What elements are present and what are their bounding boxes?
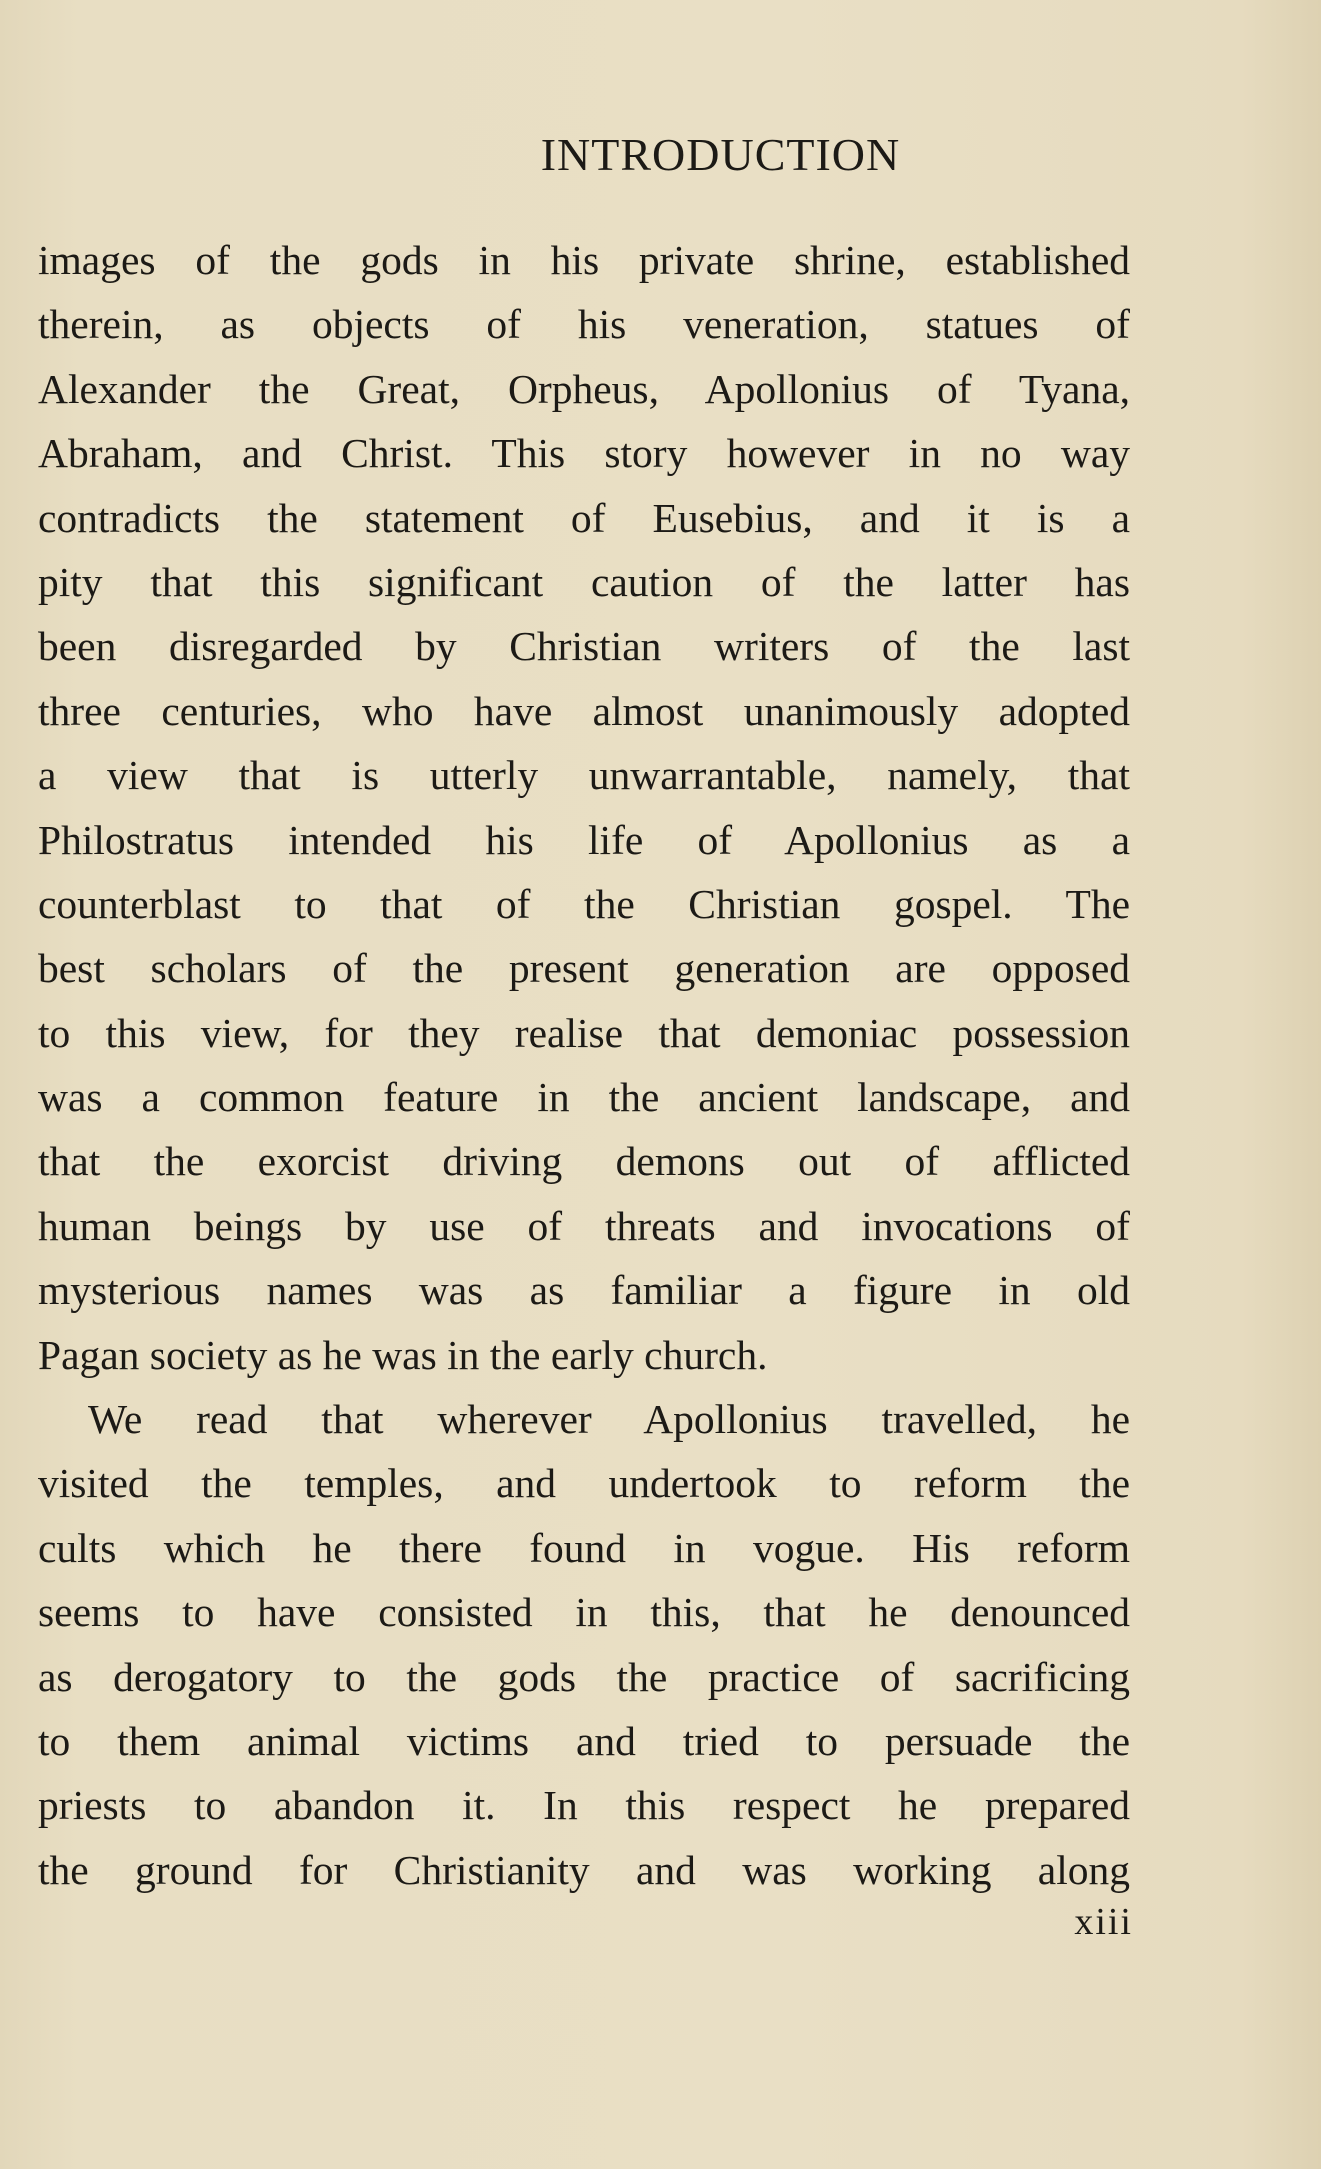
text-line: cults which he there found in vogue. His reform <box>38 1524 1130 1571</box>
text-line: pity that this significant caution of the latter has <box>38 558 1130 605</box>
page-number: xiii <box>1074 1901 1133 1943</box>
text-line: was a common feature in the ancient landscape, and <box>38 1074 1130 1121</box>
text-line: mysterious names was as familiar a figure in old <box>38 1267 1130 1314</box>
text-line: three centuries, who have almost unanimously adopted <box>38 687 1130 734</box>
text-line: priests to abandon it. In this respect he prepared <box>38 1782 1130 1829</box>
text-line: a view that is utterly unwarrantable, namely, that <box>38 752 1130 799</box>
text-line: as derogatory to the gods the practice of sacrificing <box>38 1653 1130 1700</box>
text-line: Philostratus intended his life of Apollonius as a <box>38 816 1130 863</box>
text-line: seems to have consisted in this, that he denounced <box>38 1589 1130 1636</box>
text-line: Alexander the Great, Orpheus, Apollonius of Tyana, <box>38 365 1130 412</box>
text-line: images of the gods in his private shrine, established <box>38 237 1130 283</box>
text-line: best scholars of the present generation are opposed <box>38 945 1130 992</box>
text-line: contradicts the statement of Eusebius, and it is a <box>38 494 1130 541</box>
text-line: visited the temples, and undertook to reform the <box>38 1460 1130 1507</box>
body-text <box>38 228 1130 1902</box>
text-line: the ground for Christianity and was working along <box>38 1846 1130 1893</box>
running-header: INTRODUCTION <box>540 129 901 180</box>
text-line: Abraham, and Christ. This story however in no way <box>38 430 1130 477</box>
text-line: been disregarded by Christian writers of the last <box>38 623 1130 670</box>
text-line: We read that wherever Apollonius travelled, he <box>88 1396 1130 1443</box>
text-line: counterblast to that of the Christian gospel. The <box>38 880 1130 927</box>
text-line: to them animal victims and tried to persuade the <box>38 1717 1130 1764</box>
text-line: to this view, for they realise that demoniac possession <box>38 1009 1130 1056</box>
text-line: Pagan society as he was in the early church. <box>38 1331 768 1378</box>
text-line: human beings by use of threats and invocations of <box>38 1202 1130 1249</box>
text-line: therein, as objects of his veneration, statues of <box>38 301 1130 348</box>
text-line: that the exorcist driving demons out of afflicted <box>38 1138 1130 1185</box>
